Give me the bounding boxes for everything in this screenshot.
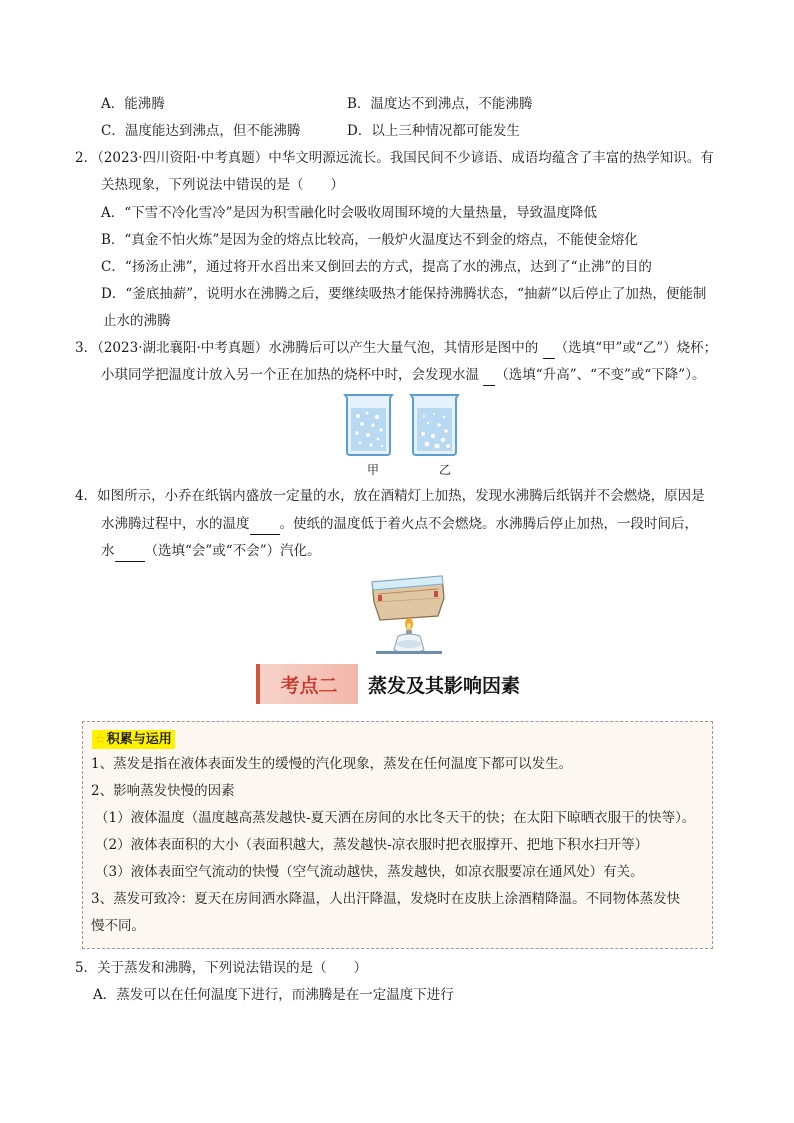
knowledge-tag [92,730,175,749]
label-jia: 甲 [367,463,380,477]
knowledge-line-3: （1）液体温度（温度越高蒸发越快-夏天洒在房间的水比冬天干的快；在太阳下晾晒衣服干的快等）。 [95,810,696,826]
q4-text-b: 。使纸的温度低于着火点不会燃烧。水沸腾后停止加热，一段时间后， [279,516,698,532]
q3-blank-1[interactable] [543,338,555,359]
q4-stem-line2 [101,514,698,535]
q1-option-c: C．温度能达到沸点，但不能沸腾 [101,123,301,139]
q2-option-c: C．“扬汤止沸”，通过将开水舀出来又倒回去的方式，提高了水的沸点，达到了“止沸”的目的 [101,259,652,275]
label-yi: 乙 [439,463,452,477]
q1-option-d: D．以上三种情况都可能发生 [347,123,520,139]
q3-text-c: 小琪同学把温度计放入另一个正在加热的烧杯中时，会发现水温 [101,367,484,383]
q4-text-c: 水 [101,543,115,559]
q4-stem-line1: 4．如图所示，小乔在纸锅内盛放一定量的水，放在酒精灯上加热，发现水沸腾后纸锅并不会燃烧，原因是 [75,488,705,504]
alcohol-lamp [376,618,442,654]
knowledge-line-7: 慢不同。 [91,918,145,934]
section-title: 蒸发及其影响因素 [368,674,521,697]
beaker-yi [411,395,458,455]
q1-option-a: A．能沸腾 [101,96,165,112]
q4-text-a: 水沸腾过程中，水的温度 [101,516,250,532]
q1-option-b: B．温度达不到沸点，不能沸腾 [347,96,533,112]
q2-option-d-line1: D．“釜底抽薪”，说明水在沸腾之后，要继续吸热才能保持沸腾状态，“抽薪”以后停止了加热，便能制 [101,286,707,302]
beakers-figure [340,392,460,458]
q3-text-b: （选填“甲”或“乙”）烧杯； [554,340,718,356]
q3-stem-line1 [75,338,717,359]
knowledge-line-1: 1、蒸发是指在液体表面发生的缓慢的汽化现象，蒸发在任何温度下都可以发生。 [91,756,573,772]
knowledge-line-4: （2）液体表面积的大小（表面积越大，蒸发越快-凉衣服时把衣服撑开、把地下积水扫开等） [95,837,649,853]
q3-text-d: （选填“升高”、“不变”或“下降”）。 [495,367,706,383]
knowledge-tag-label: 积累与运用 [106,732,172,747]
q2-option-b: B．“真金不怕火炼”是因为金的熔点比较高，一般炉火温度达不到金的熔点，不能使金熔化 [101,232,638,248]
section-banner [256,664,548,704]
paper-pot [372,576,444,620]
q2-stem-line2: 关热现象，下列说法中错误的是（ ） [101,177,344,193]
star-icon: ☆ [95,732,106,746]
q2-option-a: A．“下雪不冷化雪冷”是因为积雪融化时会吸收周围环境的大量热量，导致温度降低 [101,205,598,221]
knowledge-line-5: （3）液体表面空气流动的快慢（空气流动越快，蒸发越快，如凉衣服要凉在通风处）有关。 [95,864,644,880]
q4-stem-line3 [101,541,321,562]
knowledge-line-6: 3、蒸发可致冷：夏天在房间洒水降温，人出汗降温，发烧时在皮肤上涂酒精降温。不同物体蒸发快 [91,891,681,907]
q4-blank-2[interactable] [115,541,145,562]
q5-stem: 5．关于蒸发和沸腾，下列说法错误的是（ ） [75,960,368,976]
knowledge-line-2: 2、影响蒸发快慢的因素 [91,783,235,799]
q3-blank-2[interactable] [483,365,495,386]
q2-option-d-line2: 止水的沸腾 [103,313,171,329]
q5-option-a: A．蒸发可以在任何温度下进行，而沸腾是在一定温度下进行 [93,987,454,1003]
q4-blank-1[interactable] [250,514,280,535]
q3-stem-line2 [101,365,705,386]
paper-pot-figure [368,572,448,656]
section-badge: 考点二 [256,664,358,704]
q3-text-a: 3．（2023·湖北襄阳·中考真题）水沸腾后可以产生大量气泡，其情形是图中的 [75,340,543,356]
q2-stem-line1: 2．（2023·四川资阳·中考真题）中华文明源远流长。我国民间不少谚语、成语均蕴含了丰富的热学知识。有 [75,150,714,166]
beaker-jia [345,395,392,455]
knowledge-box [82,721,713,949]
q4-text-d: （选填“会”或“不会”）汽化。 [144,543,321,559]
